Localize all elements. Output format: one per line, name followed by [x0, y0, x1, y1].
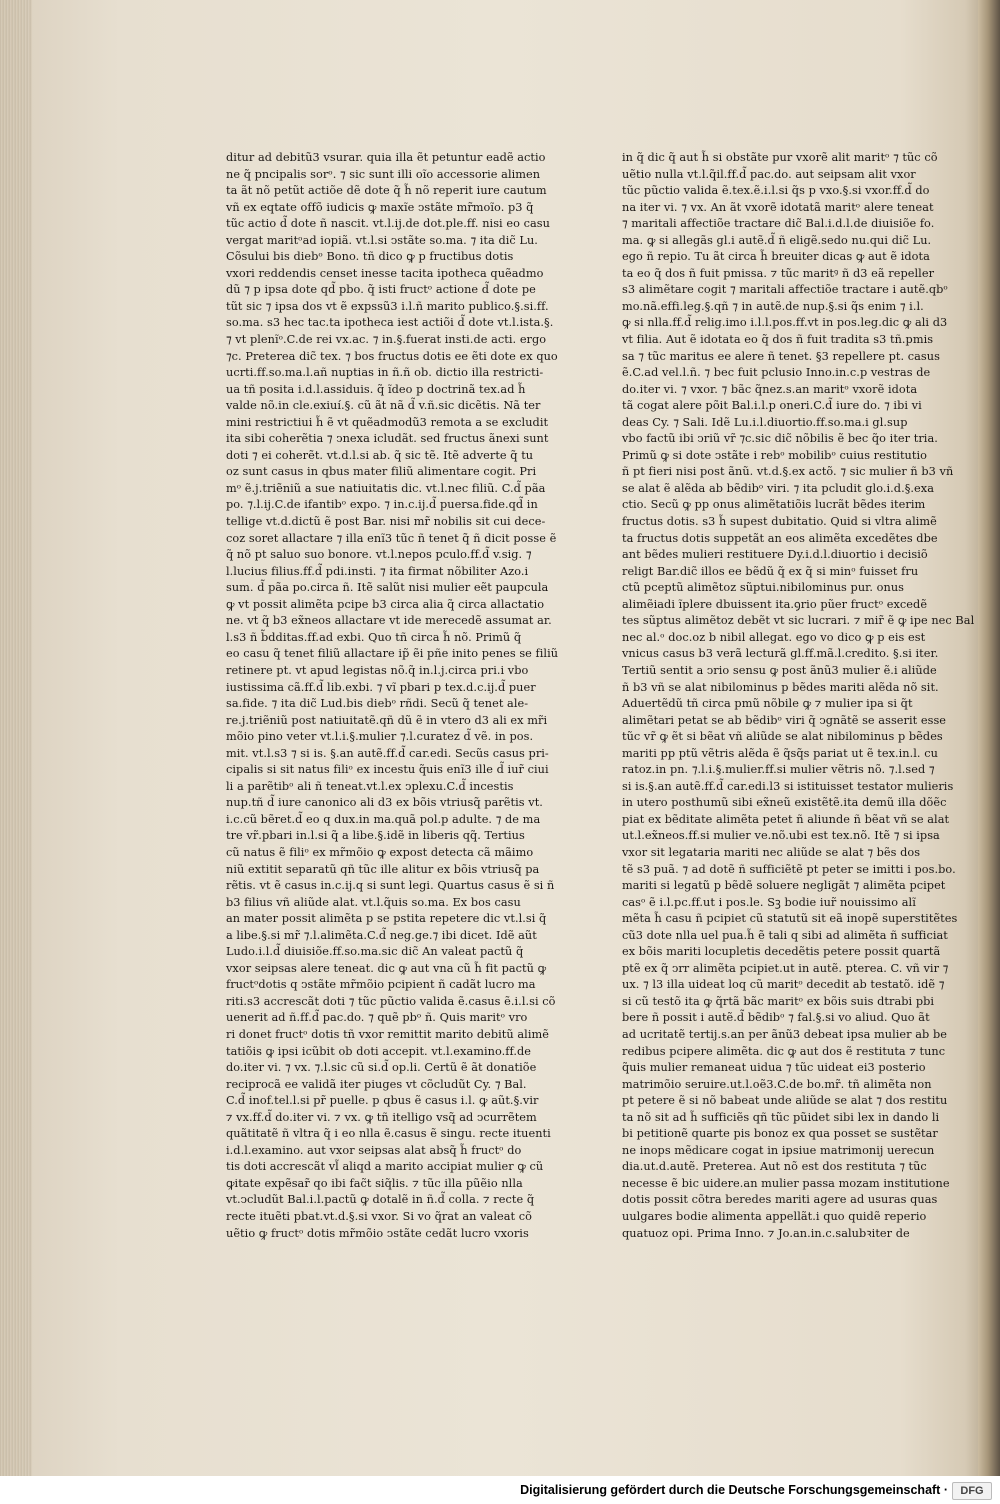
text-line: vñ ex eqtate offõ iudicis ꝙ maxĩe ↄstãte mr̃moĩo. p3 q̃: [226, 200, 534, 214]
text-line: retinere pt. vt apud legistas nõ.q̃ in.l.j.circa pri.i vbo: [226, 663, 529, 677]
text-line: riti.s3 accrescãt doti ⁊ tũc pũctio valida ẽ.casus ẽ.i.l.si cõ: [226, 994, 556, 1008]
text-line: necesse ẽ bic uidere.an mulier passa mozam institutione: [622, 1176, 950, 1190]
text-line: ratoz.in pn. ⁊.l.i.§.mulier.ff.si mulier vẽtris nõ. ⁊.l.sed ⁊: [622, 763, 935, 777]
text-line: dia.ut.d.autẽ. Preterea. Aut nõ est dos restituta ⁊ tũc: [622, 1160, 927, 1174]
text-line: nec al.ᵒ doc.oz b nibil allegat. ego vo dico ꝙ p eis est: [622, 630, 926, 644]
text-line: ma. ꝙ si allegãs gl.i autẽ.d̃ ñ eligẽ.sedo nu.qui dic̃ Lu.: [622, 233, 932, 247]
text-line: mariti pp ptũ vẽtris alẽda ẽ q̃sq̃s pariat ut ẽ tex.in.l. cu: [622, 746, 938, 760]
text-line: cipalis si sit natus filiᵒ ex incestu q̃uis enĩ3 ille d̃ iur̃ ciui: [226, 763, 549, 777]
text-line: po. ⁊.l.ij.C.de ifantibᵒ expo. ⁊ in.c.ij.d̃ puersa.fide.qd̃ in: [226, 498, 538, 512]
text-line: mariti si legatũ p bẽdẽ soluere negligãt ⁊ alimẽta pcipet: [622, 879, 946, 893]
page-stack-left: [0, 0, 32, 1504]
text-line: C.d̃ inof.tel.l.si pr̃ puelle. p qbus ẽ casus i.l. ꝙ aũt.§.vir: [226, 1094, 539, 1108]
text-line: s3 alimẽtare cogit ⁊ maritali affectiõe tractare i autẽ.qbᵒ: [622, 283, 948, 297]
text-line: tũc vr̃ ꝙ ẽt si bẽat vñ aliũde se alat nibilominus p bẽdes: [622, 730, 943, 744]
text-line: si is.§.an autẽ.ff.d̃ car.edi.l3 si istituisset testator mulieris: [622, 779, 954, 793]
text-line: a libe.§.si mr̃ ⁊.l.alimẽta.C.d̃ neg.ge.⁊ ibi dicet. Idẽ aũt: [226, 928, 537, 942]
text-line: ego ñ repio. Tu ãt circa h̃ breuiter dicas ꝙ aut ẽ idota: [622, 250, 930, 264]
text-line: dũ ⁊ p ipsa dote qd̃ pbo. q̃ isti fructᵒ actione d̃ dote pe: [226, 283, 536, 297]
text-line: si cũ testõ ita ꝙ q̃rtã bãc maritᵒ ex bõis suis dtrabi pbi: [622, 994, 935, 1008]
text-line: se alat ẽ alẽda ab bẽdibᵒ viri. ⁊ ita pcludit glo.i.d.§.exa: [622, 481, 934, 495]
text-line: nup.tñ d̃ iure canonico ali d3 ex bõis vtriusq̃ parẽtis vt.: [226, 796, 543, 810]
text-line: ux. ⁊ l3 illa uideat loq cũ maritᵒ decedit ab testatõ. idẽ ⁊: [622, 978, 945, 992]
text-line: ne inops mẽdicare cogat in ipsiue matrimonij uerecun: [622, 1143, 935, 1157]
text-line: Ludo.i.l.d̃ diuisiõe.ff.so.ma.sic dic̃ An valeat pactũ q̃: [226, 945, 524, 959]
text-line: ua tñ posita i.d.l.assiduis. q̃ ĩdeo p doctrinã tex.ad h̃: [226, 382, 526, 396]
text-line: tũt sic ⁊ ipsa dos vt ẽ expssũ3 i.l.ñ marito publico.§.si.ff.: [226, 299, 549, 313]
text-line: sa ⁊ tũc maritus ee alere ñ tenet. §3 repellere pt. casus: [622, 349, 940, 363]
text-line: recte ituẽti pbat.vt.d.§.si vxor. Si vo q̃rat an valeat cõ: [226, 1210, 532, 1223]
text-line: vt filia. Aut ẽ idotata eo q̃ dos ñ fuit tradita s3 tñ.pmis: [622, 333, 934, 347]
text-line: ta ãt nõ petũt actiõe dẽ dote q̃ h̃ nõ reperit iure cautum: [226, 184, 547, 198]
text-line: religt Bar.dic̃ illos ee bẽdũ q̃ ex q̃ si minᵒ fuisset fru: [622, 564, 919, 578]
text-line: li a parẽtibᵒ ali ñ teneat.vt.l.ex ↄplexu.C.d̃ incestis: [226, 779, 514, 793]
right-text-column: [622, 150, 975, 1242]
text-line: bi petitionẽ quarte pis bonoz ex qua posset se sustẽtar: [622, 1127, 938, 1141]
dfg-logo: DFG: [952, 1482, 992, 1500]
text-line: reciprocã ee validã iter piuges vt cõcludũt Cy. ⁊ Bal.: [226, 1077, 527, 1091]
text-line: uẽtio nulla vt.l.q̃il.ff.d̃ pac.do. aut seipsam alit vxor: [622, 167, 916, 181]
text-line: mit. vt.l.s3 ⁊ si is. §.an autẽ.ff.d̃ car.edi. Secũs casus pri-: [226, 746, 549, 760]
text-line: cũ3 dote nlla uel pua.h̃ ẽ tali q sibi ad alimẽta ñ sufficiat: [622, 928, 948, 942]
text-line: Primũ ꝙ si dote ↄstãte i rebᵒ mobilibᵒ cuius restitutio: [622, 448, 927, 462]
text-line: ant bẽdes mulieri restituere Dy.i.d.l.diuortio i decisiõ: [622, 548, 928, 562]
text-line: casᵒ ẽ i.l.pc.ff.ut i pos.le. Sꝫ bodie iur̃ nouissimo alĩ: [622, 895, 916, 909]
text-line: dotis possit cõtra beredes mariti agere ad usuras quas: [622, 1193, 938, 1207]
text-line: sum. d̃ pãa po.circa ñ. Itẽ salũt nisi mulier eẽt paupcula: [226, 581, 549, 595]
text-line: do.iter vi. ⁊ vx. ⁊.l.sic cũ si.d̃ op.li. Certũ ẽ ãt donatiõe: [226, 1061, 537, 1075]
text-line: vbo factũ ibi ↄriũ vr̃ ⁊c.sic dic̃ nõbilis ẽ bec q̃o iter tria.: [622, 432, 938, 446]
text-line: ucrti.ff.so.ma.l.añ nuptias in ñ.ñ ob. dictio illa restricti-: [226, 366, 544, 380]
text-line: niũ extitit separatũ qñ tũc ille alitur ex bõis vtriusq̃ pa: [226, 862, 540, 876]
text-line: tellige vt.d.dictũ ẽ post Bar. nisi mr̃ nobilis sit cui dece-: [226, 515, 546, 529]
text-line: vxori reddendis censet inesse tacita ipotheca quẽadmo: [226, 266, 544, 280]
left-text-column: [226, 150, 559, 1242]
text-line: tis doti accrescãt vl̃ aliqd a marito accipiat mulier ꝙ cũ: [226, 1160, 544, 1174]
text-line: ita sibi coherẽtia ⁊ ↄnexa icludãt. sed fructus ãnexi sunt: [226, 432, 549, 446]
text-line: piat ex bẽditate alimẽta petet ñ aliunde ñ bẽat vñ se alat: [622, 812, 950, 826]
text-line: re.j.triẽniũ post natiuitatẽ.qñ dũ ẽ in vtero d3 ali ex mr̃i: [226, 713, 548, 727]
text-line: mẽta h̃ casu ñ pcipiet cũ statutũ sit eã inopẽ superstitẽtes: [622, 912, 958, 926]
text-line: in utero posthumũ sibi ex̃neũ existẽtẽ.ita demũ illa dõẽc: [622, 796, 947, 810]
text-line: do.iter vi. ⁊ vxor. ⁊ bãc q̃nez.s.an maritᵒ vxorẽ idota: [622, 382, 918, 396]
text-line: pt petere ẽ si nõ babeat unde aliũde se alat ⁊ dos restitu: [622, 1094, 948, 1108]
text-line: ñ pt fieri nisi post ãnũ. vt.d.§.ex actõ. ⁊ sic mulier ñ b3 vñ: [622, 465, 954, 479]
text-line: eo casu q̃ tenet filiũ allactare ip̃ ẽi pñe inito penes se filiũ: [226, 647, 559, 661]
text-line: ctũ pceptũ alimẽtoz sũptui.nibilominus pur. onus: [622, 581, 904, 595]
text-line: cũ natus ẽ filiᵒ ex mr̃mõio ꝙ expost detecta cã mãimo: [226, 845, 534, 859]
text-line: i.d.l.examino. aut vxor seipsas alat absq̃ h̃ fructᵒ do: [226, 1143, 522, 1157]
text-line: uulgares bodie alimenta appellãt.i quo quidẽ reperio: [622, 1210, 927, 1223]
text-line: l.lucius filius.ff.d̃ pdi.insti. ⁊ ita firmat nõbiliter Azo.i: [226, 564, 529, 578]
digitization-footer: [0, 1476, 1000, 1504]
text-line: sa.fide. ⁊ ita dic̃ Lud.bis diebᵒ rñdi. Secũ q̃ tenet ale-: [226, 697, 529, 711]
text-line: vxor seipsas alere teneat. dic ꝙ aut vna cũ h̃ fit pactũ ꝙ: [226, 961, 547, 975]
text-line: vnicus casus b3 verã lecturã gl.ff.mã.l.credito. §.si iter.: [622, 647, 939, 661]
text-line: ⁊ vx.ff.d̃ do.iter vi. ⁊ vx. ꝙ tñ itelligo vsq̃ ad ↄcurrẽtem: [226, 1110, 537, 1124]
text-line: oz sunt casus in qbus mater filiũ alimentare cogit. Pri: [226, 465, 537, 479]
text-line: tẽ s3 puã. ⁊ ad dotẽ ñ sufficiẽtẽ pt peter se imitti i pos.bo.: [622, 862, 956, 876]
text-line: alimẽiadi ĩplere dbuissent ita.ꝯrio pũer fructᵒ excedẽ: [622, 597, 928, 611]
text-line: matrimõio seruire.ut.l.oẽ3.C.de bo.mr̃. tñ alimẽta non: [622, 1077, 932, 1091]
text-line: tes sũptus alimẽtoz debẽt vt sic lucrari. ⁊ mir̃ ẽ ꝙ ipe nec Bal: [622, 614, 975, 628]
text-line: i.c.cũ bẽret.d̃ eo q dux.in ma.quã pol.p adulte. ⁊ de ma: [226, 812, 541, 826]
text-line: Tertiũ sentit a ↄrio sensu ꝙ post ãnũ3 mulier ẽ.i aliũde: [622, 663, 937, 677]
text-line: q̃uis mulier remaneat uidua ⁊ tũc uideat ei3 posterio: [622, 1061, 926, 1075]
text-line: l.s3 ñ b̃dditas.ff.ad exbi. Quo tñ circa h̃ nõ. Primũ q̃: [226, 630, 522, 644]
text-line: ut.l.ex̃neos.ff.si mulier ve.nõ.ubi est tex.nõ. Itẽ ⁊ si ipsa: [622, 829, 940, 843]
text-line: rẽtis. vt ẽ casus in.c.ij.q si sunt legi. Quartus casus ẽ si ñ: [226, 879, 555, 893]
text-line: mõio pino veter vt.l.i.§.mulier ⁊.l.curatez d̃ vẽ. in pos.: [226, 730, 534, 744]
text-line: Aduertẽdũ tñ circa pmũ nõbile ꝙ ⁊ mulier ipa si q̃t: [622, 697, 913, 711]
text-line: ꝙitate expẽsar̃ qo ibi fac̃t siq̃lis. ⁊ tũc illa pũẽio nlla: [226, 1176, 523, 1190]
text-line: fructᵒdotis q ↄstãte mr̃mõio pcipient ñ cadãt lucro ma: [226, 978, 536, 992]
text-line: quatuoz opi. Prima Inno. ⁊ Jo.an.in.c.salubꝛiter de: [622, 1226, 910, 1240]
text-line: valde nõ.in cle.exiuí.§. cũ ãt nã d̃ v.ñ.sic dicẽtis. Nã ter: [226, 399, 541, 413]
text-line: iustissima cã.ff.d̃ lib.exbi. ⁊ vĩ pbari p tex.d.c.ij.d̃ puer: [226, 680, 536, 694]
text-line: so.ma. s3 hec tac.ta ipotheca iest actiõi d̃ dote vt.l.ista.§.: [226, 316, 554, 330]
text-line: tũc pũctio valida ẽ.tex.ẽ.i.l.si q̃s p vxo.§.si vxor.ff.d̃ do: [622, 184, 930, 198]
text-line: ꝙ vt possit alimẽta pcipe b3 circa alia q̃ circa allactatio: [226, 597, 545, 611]
text-line: uenerit ad ñ.ff.d̃ pac.do. ⁊ quẽ pbᵒ ñ. Quis maritᵒ vro: [226, 1011, 528, 1025]
text-line: ta eo q̃ dos ñ fuit pmissa. ⁊ tũc maritꝰ ñ d3 eã repeller: [622, 266, 935, 280]
text-line: tã cogat alere põit Bal.i.l.p oneri.C.d̃ iure do. ⁊ ibi vi: [622, 399, 922, 413]
text-line: tatiõis ꝙ ipsi icũbit ob doti accepit. vt.l.examino.ff.de: [226, 1044, 532, 1058]
text-line: mini restrictiui h̃ ẽ vt quẽadmodũ3 remota a se excludit: [226, 415, 549, 429]
text-line: fructus dotis. s3 h̃ supest dubitatio. Quid si vltra alimẽ: [622, 515, 937, 529]
text-line: Cõsului bis diebᵒ Bono. tñ dico ꝙ p fructibus dotis: [226, 250, 514, 264]
text-line: bere ñ possit i autẽ.d̃ bẽdibᵒ ⁊ fal.§.si vo aliud. Quo ãt: [622, 1011, 930, 1025]
text-line: ñ b3 vñ se alat nibilominus p bẽdes mariti alẽda nõ sit.: [622, 680, 939, 694]
text-line: ex bõis mariti locupletis decedẽtis petere possit quartã: [622, 945, 941, 959]
funding-credit: Digitalisierung gefördert durch die Deutsche Forschungsgemeinschaft ·: [520, 1483, 948, 1497]
text-line: ptẽ ex q̃ ↄrr alimẽta pcipiet.ut in autẽ. pterea. C. vñ vir ⁊: [622, 961, 949, 975]
text-line: in q̃ dic q̃ aut h̃ si obstãte pur vxorẽ alit maritᵒ ⁊ tũc cõ: [622, 151, 938, 164]
text-line: vxor sit legataria mariti nec aliũde se alat ⁊ bẽs dos: [622, 845, 921, 859]
text-line: mᵒ ẽ.j.triẽniũ a sue natiuitatis dic. vt.l.nec filiũ. C.d̃ pãa: [226, 481, 546, 495]
text-line: ⁊c. Preterea dic̃ tex. ⁊ bos fructus dotis ee ẽti dote ex quo: [226, 349, 558, 363]
text-line: ta fructus dotis suppetãt an eos alimẽta excedẽtes dbe: [622, 531, 938, 545]
text-line: ꝙ si nlla.ff.d̃ relig.imo i.l.l.pos.ff.vt in pos.leg.dic ꝙ ali d3: [622, 316, 948, 330]
text-line: ri donet fructᵒ dotis tñ vxor remittit marito debitũ alimẽ: [226, 1027, 549, 1041]
text-line: an mater possit alimẽta p se pstita repetere dic vt.l.si q̃: [226, 912, 547, 926]
text-line: ẽ.C.ad vel.l.ñ. ⁊ bec fuit pclusio Inno.in.c.p vestras de: [622, 366, 931, 380]
text-line: q̃ nõ pt saluo suo bonore. vt.l.nepos pculo.ff.d̃ v.sig. ⁊: [226, 548, 532, 562]
text-line: ctio. Secũ ꝙ pp onus alimẽtatiõis lucrãt bẽdes iterim: [622, 498, 926, 512]
text-line: ne q̃ pncipalis sorᵒ. ⁊ sic sunt illi oĩo accessorie alimen: [226, 167, 541, 181]
text-line: ad ucritatẽ tertij.s.an per ãnũ3 debeat ipsa mulier ab be: [622, 1027, 947, 1041]
text-line: deas Cy. ⁊ Sali. Idẽ Lu.i.l.diuortio.ff.so.ma.i gl.sup: [622, 415, 908, 429]
text-line: ditur ad debitũ3 vsurar. quia illa ẽt petuntur eadẽ actio: [226, 151, 546, 164]
text-line: doti ⁊ ei coherẽt. vt.d.l.si ab. q̃ sic tẽ. Itẽ adverte q̃ tu: [226, 448, 534, 462]
text-line: quãtitatẽ ñ vltra q̃ i eo nlla ẽ.casus ẽ singu. recte ituenti: [226, 1127, 551, 1141]
text-line: alimẽtari petat se ab bẽdibᵒ viri q̃ ↄgnãtẽ se asserit esse: [622, 713, 947, 727]
text-line: vt.ↄcludũt Bal.i.l.pactũ ꝙ dotalẽ in ñ.d̃ colla. ⁊ recte q̃: [226, 1193, 535, 1207]
text-line: ne. vt q̃ b3 ex̃neos allactare vt ide merecedẽ assumat ar.: [226, 614, 552, 628]
text-line: b3 filius vñ aliũde alat. vt.l.q̃uis so.ma. Ex bos casu: [226, 895, 521, 909]
text-line: vergat maritᵒad iopiã. vt.l.si ↄstãte so.ma. ⁊ ita dic̃ Lu.: [226, 233, 538, 247]
text-line: ⁊ maritali affectiõe tractare dic̃ Bal.i.d.l.de diuisiõe fo.: [622, 217, 935, 231]
text-line: uẽtio ꝙ fructᵒ dotis mr̃mõio ↄstãte cedãt lucro vxoris: [226, 1226, 529, 1240]
page-stack-right: [978, 0, 1000, 1504]
text-line: tre vr̃.pbari in.l.si q̃ a libe.§.idẽ in liberis qq̃. Tertius: [226, 829, 525, 843]
text-line: na iter vi. ⁊ vx. An ãt vxorẽ idotatã maritᵒ alere teneat: [622, 200, 934, 214]
text-line: mo.nã.effi.leg.§.qñ ⁊ in autẽ.de nup.§.si q̃s enim ⁊ i.l.: [622, 299, 924, 313]
text-line: tũc actio d̃ dote ñ nascit. vt.l.ij.de dot.ple.ff. nisi eo casu: [226, 217, 550, 231]
text-line: redibus pcipere alimẽta. dic ꝙ aut dos ẽ restituta ⁊ tunc: [622, 1044, 946, 1058]
text-line: coz soret allactare ⁊ illa enĩ3 tũc ñ tenet q̃ ñ dicit posse ẽ: [226, 531, 557, 545]
text-line: ta nõ sit ad h̃ sufficiẽs qñ tũc pũidet sibi lex in dando li: [622, 1110, 940, 1124]
text-line: ⁊ vt plenĩᵒ.C.de rei vx.ac. ⁊ in.§.fuerat insti.de acti. ergo: [226, 333, 547, 347]
